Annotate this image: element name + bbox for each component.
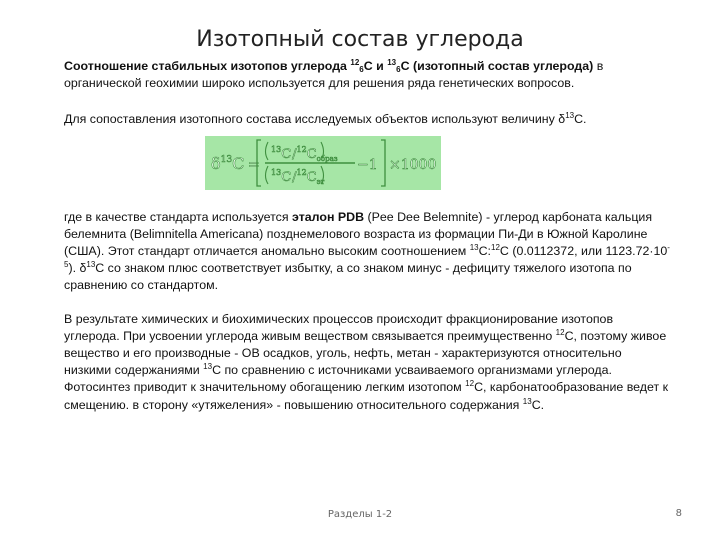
svg-text:×1000: ×1000 — [389, 156, 437, 173]
paragraph-pdb-standard: где в качестве стандарта используется эталон PDB (Pee Dee Belemnite) - углерод карбоната кальция белемнита (Belimnitella Americana) позднемелового возраста из формации Пи-Ди в Южной Каролине (США). Этот стандарт отличается аномально высоким соотношением $^{13}$С:$^{12}$С (0.0112372, или $1123.72\cdot 10^{-5}$). $\delta^{13}С$ со знаком плюс соответствует избытку, а со знаком минус - дефициту тяжелого изотопа по сравнению со стандартом. — [64, 209, 670, 293]
svg-text:13С/12Сэт: $^{13}С/^{12}С_{эт}$ — [271, 167, 325, 186]
paragraph-intro: Соотношение стабильных изотопов углерода $^{12}_6$С и $^{13}_6$С (изотопный состав углерода) в органической геохимии широко используется для решения ряда генетических вопросов. — [64, 58, 604, 91]
svg-text:δ13С: $\delta^{13}С$ — [211, 153, 245, 173]
svg-text:13С/12Собраз: $^{13}С/^{12}С_{образ}$ — [271, 144, 338, 163]
slide-body — [64, 58, 670, 414]
paragraph-delta-intro: Для сопоставления изотопного состава исследуемых объектов используют величину $\delta^{13}С$. — [64, 111, 587, 127]
svg-text:−1: −1 — [357, 156, 378, 173]
paragraph-fractionation: В результате химических и биохимических процессов происходит фракционирование изотопов углерода. При усвоении углерода живым веществом связывается преимущественно $^{12}$С, поэтому живое вещество и его производные - ОВ осадков, уголь, нефть, метан - характеризуются относительно низкими содержаниями $^{13}$С по сравнению с источниками усваиваемого организмами углерода. — [64, 311, 667, 378]
formula-block — [64, 136, 670, 200]
intro-bold-lead: Соотношение стабильных изотопов углерода $^{12}_6$С и $^{13}_6$С (изотопный состав углерода) — [64, 58, 594, 74]
svg-text:=: = — [248, 156, 260, 173]
page-number: 8 — [675, 508, 682, 519]
slide-title: Изотопный состав углерода — [196, 27, 524, 52]
paragraph-photosynthesis: Фотосинтез приводит к значительному обогащению легким изотопом $^{12}$С, карбонатообразование ведет к смещению. в сторону «утяжеления» - повышению относительного содержания $^{13}$С. — [64, 379, 669, 412]
delta-formula-image — [205, 136, 441, 190]
footer-section-label: Разделы 1-2 — [327, 509, 393, 520]
